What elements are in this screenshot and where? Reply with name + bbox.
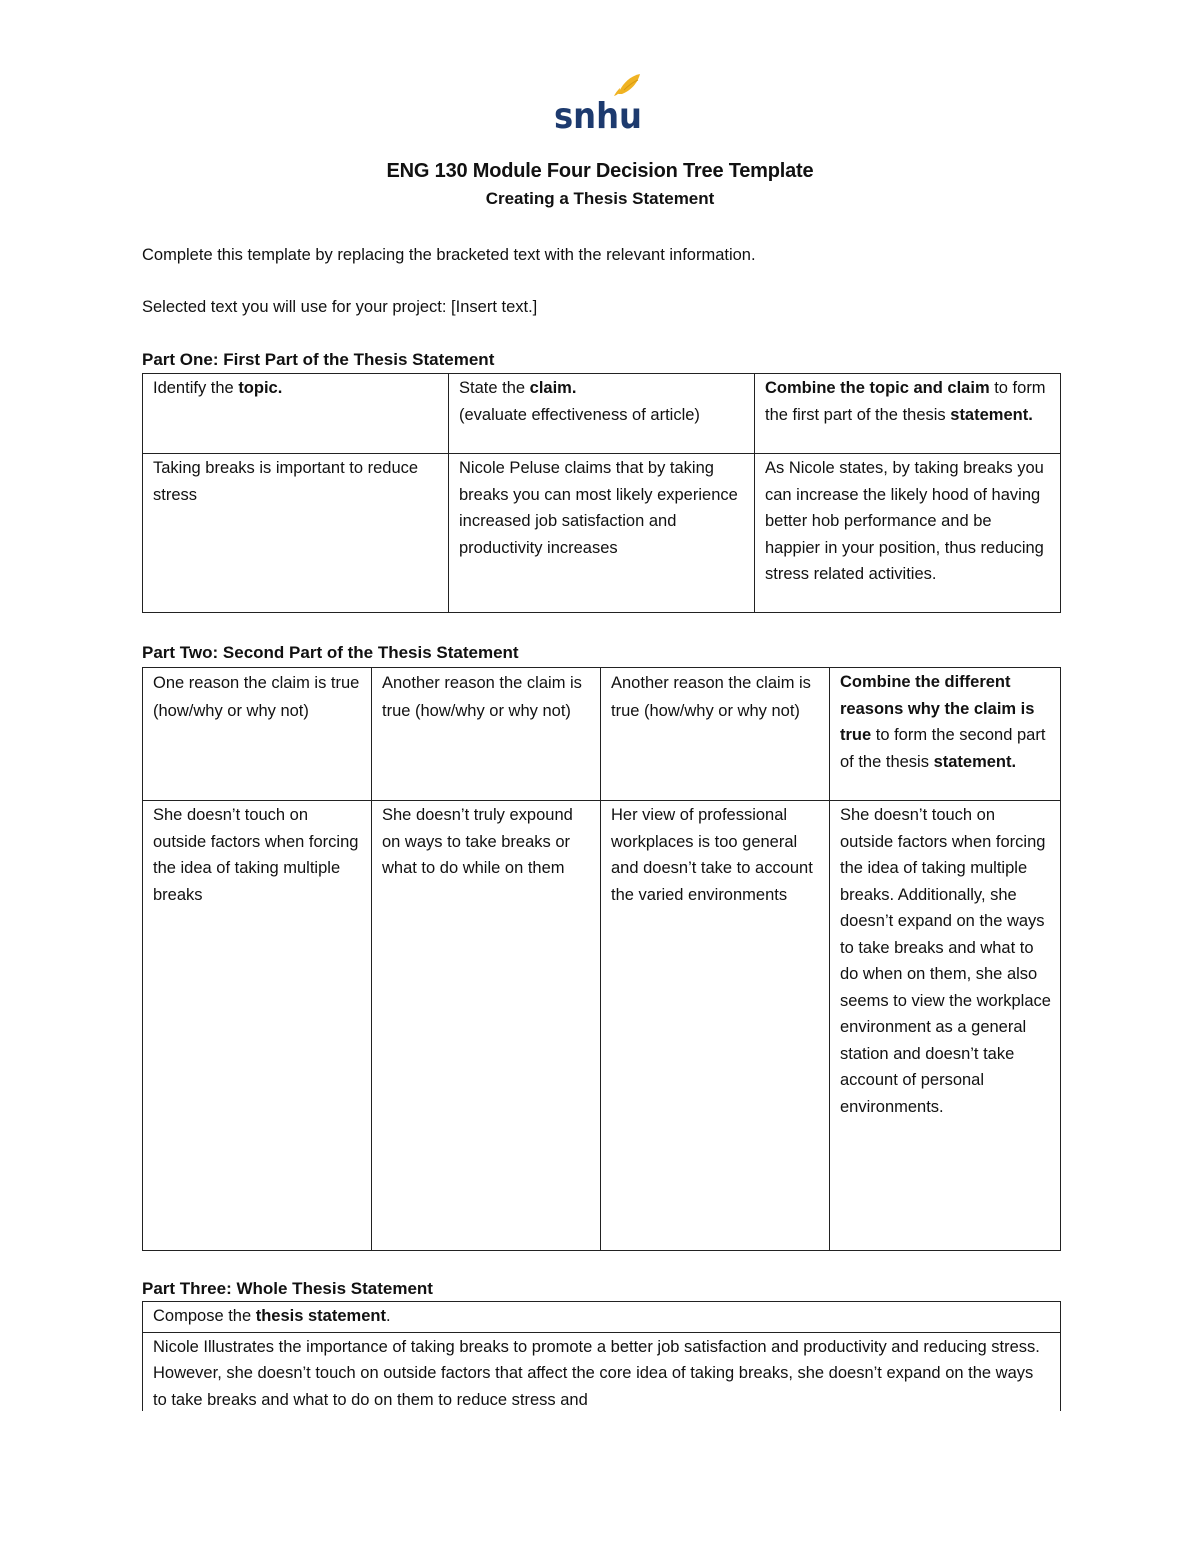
thesis-statement-cell: Nicole Illustrates the importance of taking breaks to promote a better job satisfaction and productivity and reducing stress. However, she doesn’t touch on outside factors that affect the core idea of taking breaks, she doesn’t expand on the ways to take breaks and what to do on them to reduce stress and <box>143 1332 1061 1411</box>
snhu-logo <box>548 70 648 136</box>
table-header-row <box>143 668 1061 801</box>
snhu-logo-graphic <box>548 70 648 136</box>
thesis-header-cell: Compose the thesis statement. <box>143 1302 1061 1333</box>
combine-header-cell: Combine the topic and claim to form the first part of the thesis statement. <box>755 374 1061 454</box>
combined-cell: As Nicole states, by taking breaks you can increase the likely hood of having better hob performance and be happier in your position, thus reducing stress related activities. <box>755 454 1061 613</box>
table-row <box>143 1332 1061 1411</box>
table-header-row <box>143 374 1061 454</box>
part-three-heading: Part Three: Whole Thesis Statement <box>142 1279 433 1298</box>
topic-cell: Taking breaks is important to reduce stress <box>143 454 449 613</box>
reason1-cell: She doesn’t touch on outside factors when forcing the idea of taking multiple breaks <box>143 801 372 1251</box>
claim-cell: Nicole Peluse claims that by taking breaks you can most likely experience increased job satisfaction and productivity increases <box>449 454 755 613</box>
part-three-table <box>142 1301 1061 1411</box>
page-subtitle: Creating a Thesis Statement <box>485 189 715 208</box>
part-two-heading: Part Two: Second Part of the Thesis Statement <box>142 643 519 662</box>
reason2-cell: She doesn’t truly expound on ways to take breaks or what to do while on them <box>372 801 601 1251</box>
leaf-icon <box>618 74 640 94</box>
table-row <box>143 454 1061 613</box>
part-one-table <box>142 373 1061 613</box>
reason2-header-cell: Another reason the claim is true (how/why or why not) <box>372 668 601 801</box>
combine-header-cell: Combine the different reasons why the claim is true to form the second part of the thesis statement. <box>830 668 1061 801</box>
part-two-table <box>142 667 1061 1251</box>
part-three-table-clip <box>142 1301 1062 1411</box>
part-one-heading: Part One: First Part of the Thesis Statement <box>142 350 495 369</box>
selected-text-line: Selected text you will use for your project: [Insert text.] <box>142 298 538 316</box>
reason3-header-cell: Another reason the claim is true (how/why or why not) <box>601 668 830 801</box>
instructions-text: Complete this template by replacing the bracketed text with the relevant information. <box>142 246 756 264</box>
topic-header-cell: Identify the topic. <box>143 374 449 454</box>
combined-cell: She doesn’t touch on outside factors when forcing the idea of taking multiple breaks. Additionally, she doesn’t expand on the ways to take breaks and what to do when on them, she also seems to view the workplace environment as a general station and doesn’t take account of personal environments. <box>830 801 1061 1251</box>
page-title: ENG 130 Module Four Decision Tree Template <box>386 160 814 182</box>
claim-header-cell: State the claim. (evaluate effectiveness of article) <box>449 374 755 454</box>
reason3-cell: Her view of professional workplaces is too general and doesn’t take to account the varied environments <box>601 801 830 1251</box>
logo-wordmark: snhu <box>554 96 642 136</box>
table-row <box>143 801 1061 1251</box>
reason1-header-cell: One reason the claim is true (how/why or why not) <box>143 668 372 801</box>
table-header-row <box>143 1302 1061 1333</box>
